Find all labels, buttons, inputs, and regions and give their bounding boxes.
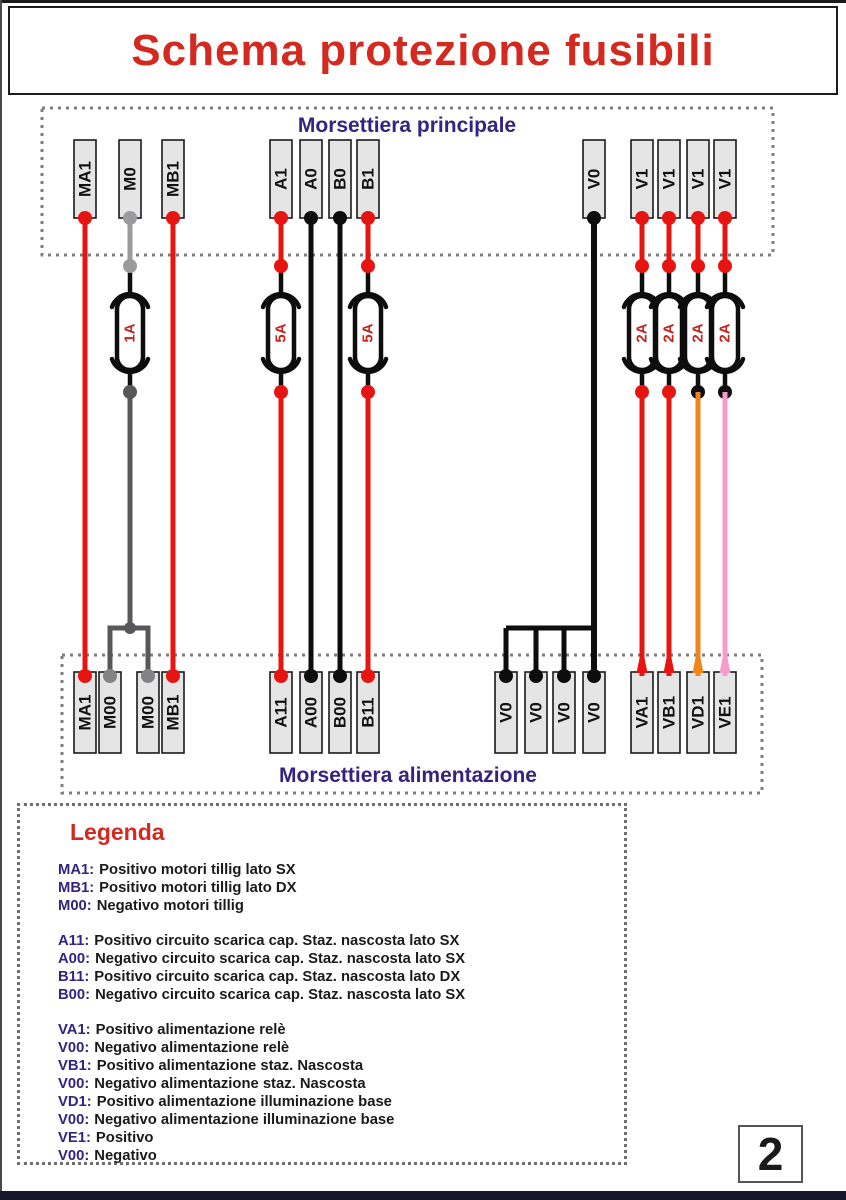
supply-terminal-dot-V0: [529, 669, 543, 683]
main-terminal-label-V1: V1: [659, 168, 679, 190]
legend-title: Legenda: [70, 819, 165, 845]
legend-entry-text: Negativo alimentazione relè: [94, 1040, 290, 1056]
supply-terminal-label-VE1: VE1: [715, 696, 735, 729]
supply-terminal-dot-V0: [587, 669, 601, 683]
legend-group: [58, 1021, 624, 1165]
supply-terminal-dot-B11: [361, 669, 375, 683]
supply-terminal-label-B00: B00: [330, 696, 350, 729]
legend-entry: [58, 932, 624, 950]
legend-entry-code: B11:: [58, 969, 90, 985]
legend-entry: [58, 1093, 624, 1111]
main-terminal-dot-M0: [123, 211, 137, 225]
main-terminal-dot-V1: [718, 211, 732, 225]
fuse-in-dot: [274, 259, 288, 273]
main-terminal-dot-MB1: [166, 211, 180, 225]
fuse-in-dot: [635, 259, 649, 273]
main-terminal-dot-MA1: [78, 211, 92, 225]
main-terminal-label-V1: V1: [688, 168, 708, 190]
legend-entry: [58, 1129, 624, 1147]
legend-entry: [58, 1057, 624, 1075]
supply-terminal-label-B11: B11: [358, 697, 378, 728]
main-terminal-label-B1: B1: [358, 168, 378, 190]
legend-entry-text: Positivo alimentazione illuminazione base: [96, 1094, 392, 1110]
main-terminal-dot-A1: [274, 211, 288, 225]
main-terminal-dot-B0: [333, 211, 347, 225]
legend-entry: [58, 986, 624, 1004]
fuse-in-dot: [662, 259, 676, 273]
legend-entry-code: B00:: [58, 987, 91, 1003]
fuse-rating-label: 1A: [121, 323, 139, 343]
main-terminal-dot-V1: [691, 211, 705, 225]
legend-box: [17, 803, 627, 1165]
legend-entry-code: A00:: [58, 951, 91, 967]
fuse-rating-label: 5A: [359, 323, 377, 343]
supply-terminal-dot-MA1: [78, 669, 92, 683]
legend-entry: [58, 879, 624, 897]
supply-terminal-flare-VB1: [664, 658, 675, 673]
legend-entry-text: Positivo motori tillig lato DX: [99, 880, 297, 896]
legend-entry-text: Positivo motori tillig lato SX: [99, 862, 296, 878]
supply-terminal-label-M00: M00: [138, 695, 158, 730]
main-terminal-dot-V1: [635, 211, 649, 225]
main-terminal-label-V1: V1: [715, 168, 735, 190]
supply-terminal-label-VA1: VA1: [632, 696, 652, 729]
legend-entry: [58, 1147, 624, 1165]
fuse-in-dot: [691, 259, 705, 273]
supply-terminal-label-V0: V0: [526, 702, 546, 723]
fuse-in-dot: [361, 259, 375, 273]
legend-entry-code: V00:: [58, 1040, 90, 1056]
fuse-in-dot: [718, 259, 732, 273]
legend-entry-code: M00:: [58, 898, 92, 914]
supply-terminal-dot-V0: [557, 669, 571, 683]
main-terminal-label-MA1: MA1: [75, 161, 95, 197]
main-terminal-dot-V1: [662, 211, 676, 225]
supply-terminal-label-V0: V0: [554, 702, 574, 723]
legend-entry-text: Negativo: [94, 1148, 157, 1164]
legend-entry: [58, 968, 624, 986]
legend-entry-text: Positivo: [95, 1130, 154, 1146]
page-number: 2: [738, 1125, 803, 1183]
main-terminal-dot-V0: [587, 211, 601, 225]
fuse-rating-label: 2A: [633, 323, 651, 343]
supply-terminal-flare-VD1: [693, 658, 704, 673]
main-terminal-label-V1: V1: [632, 168, 652, 190]
legend-entry: [58, 1075, 624, 1093]
legend-group: [58, 861, 624, 915]
supply-terminal-label-V0: V0: [584, 702, 604, 723]
supply-terminal-label-V0: V0: [496, 702, 516, 723]
main-terminal-label-M0: M0: [120, 167, 140, 191]
legend-entry-text: Positivo alimentazione relè: [95, 1022, 286, 1038]
fuse-rating-label: 2A: [660, 323, 678, 343]
legend-entry: [58, 950, 624, 968]
legend-entry-code: A11:: [58, 933, 90, 949]
page-title: Schema protezione fusibili: [131, 25, 715, 75]
supply-terminal-dot-V0: [499, 669, 513, 683]
fuse-rating-label: 2A: [689, 323, 707, 343]
top-block-label: Morsettiera principale: [297, 114, 517, 137]
main-terminal-dot-B1: [361, 211, 375, 225]
supply-terminal-flare-VA1: [637, 658, 648, 673]
legend-entry-text: Negativo alimentazione staz. Nascosta: [94, 1076, 366, 1092]
legend-entry: [58, 1039, 624, 1057]
legend-group: [58, 932, 624, 1004]
legend-entry-code: V00:: [58, 1076, 90, 1092]
supply-terminal-flare-VE1: [720, 658, 731, 673]
supply-terminal-label-MB1: MB1: [163, 694, 183, 731]
fuse-rating-label: 2A: [716, 323, 734, 343]
legend-entry-text: Negativo alimentazione illuminazione base: [94, 1112, 395, 1128]
supply-terminal-dot-A00: [304, 669, 318, 683]
legend-entry-text: Positivo circuito scarica cap. Staz. nascosta lato DX: [94, 969, 461, 985]
bottom-block-label: Morsettiera alimentazione: [279, 764, 537, 787]
legend-entry-code: VB1:: [58, 1058, 92, 1074]
legend-entry-text: Positivo circuito scarica cap. Staz. nascosta lato SX: [94, 933, 460, 949]
main-terminal-dot-A0: [304, 211, 318, 225]
legend-entry: [58, 897, 624, 915]
supply-terminal-label-A11: A11: [271, 697, 291, 728]
legend-entry-code: MB1:: [58, 880, 95, 896]
legend-entry-code: VE1:: [58, 1130, 91, 1146]
supply-terminal-label-VD1: VD1: [688, 695, 708, 730]
main-terminal-label-A0: A0: [301, 168, 321, 190]
supply-terminal-dot-MB1: [166, 669, 180, 683]
legend-entry-code: V00:: [58, 1112, 90, 1128]
supply-terminal-dot-B00: [333, 669, 347, 683]
legend-entry-text: Positivo alimentazione staz. Nascosta: [96, 1058, 364, 1074]
legend-entry-text: Negativo circuito scarica cap. Staz. nascosta lato SX: [95, 987, 466, 1003]
legend-entry-text: Negativo motori tillig: [96, 898, 244, 914]
supply-terminal-dot-A11: [274, 669, 288, 683]
wire-split-branch: [110, 628, 148, 676]
legend-entry: [58, 1111, 624, 1129]
supply-terminal-label-M00: M00: [100, 695, 120, 730]
legend-entry-code: V00:: [58, 1148, 90, 1164]
fuse-rating-label: 5A: [272, 323, 290, 343]
legend-entry-text: Negativo circuito scarica cap. Staz. nascosta lato SX: [95, 951, 466, 967]
supply-terminal-label-VB1: VB1: [659, 695, 679, 730]
legend-entry-code: VA1:: [58, 1022, 91, 1038]
main-terminal-label-A1: A1: [271, 168, 291, 190]
supply-terminal-label-A00: A00: [301, 696, 321, 729]
split-junction-dot: [124, 622, 136, 634]
main-terminal-label-MB1: MB1: [163, 161, 183, 197]
legend-entry: [58, 1021, 624, 1039]
supply-terminal-label-MA1: MA1: [75, 694, 95, 731]
main-terminal-label-V0: V0: [584, 168, 604, 190]
page-bottom-bar: [0, 1191, 846, 1200]
legend-entry: [58, 861, 624, 879]
fuse-in-dot: [123, 259, 137, 273]
legend-entries: [58, 861, 624, 1165]
legend-entry-code: VD1:: [58, 1094, 92, 1110]
legend-entry-code: MA1:: [58, 862, 95, 878]
supply-terminal-dot-M00: [141, 669, 155, 683]
supply-terminal-dot-M00: [103, 669, 117, 683]
main-terminal-label-B0: B0: [330, 168, 350, 190]
